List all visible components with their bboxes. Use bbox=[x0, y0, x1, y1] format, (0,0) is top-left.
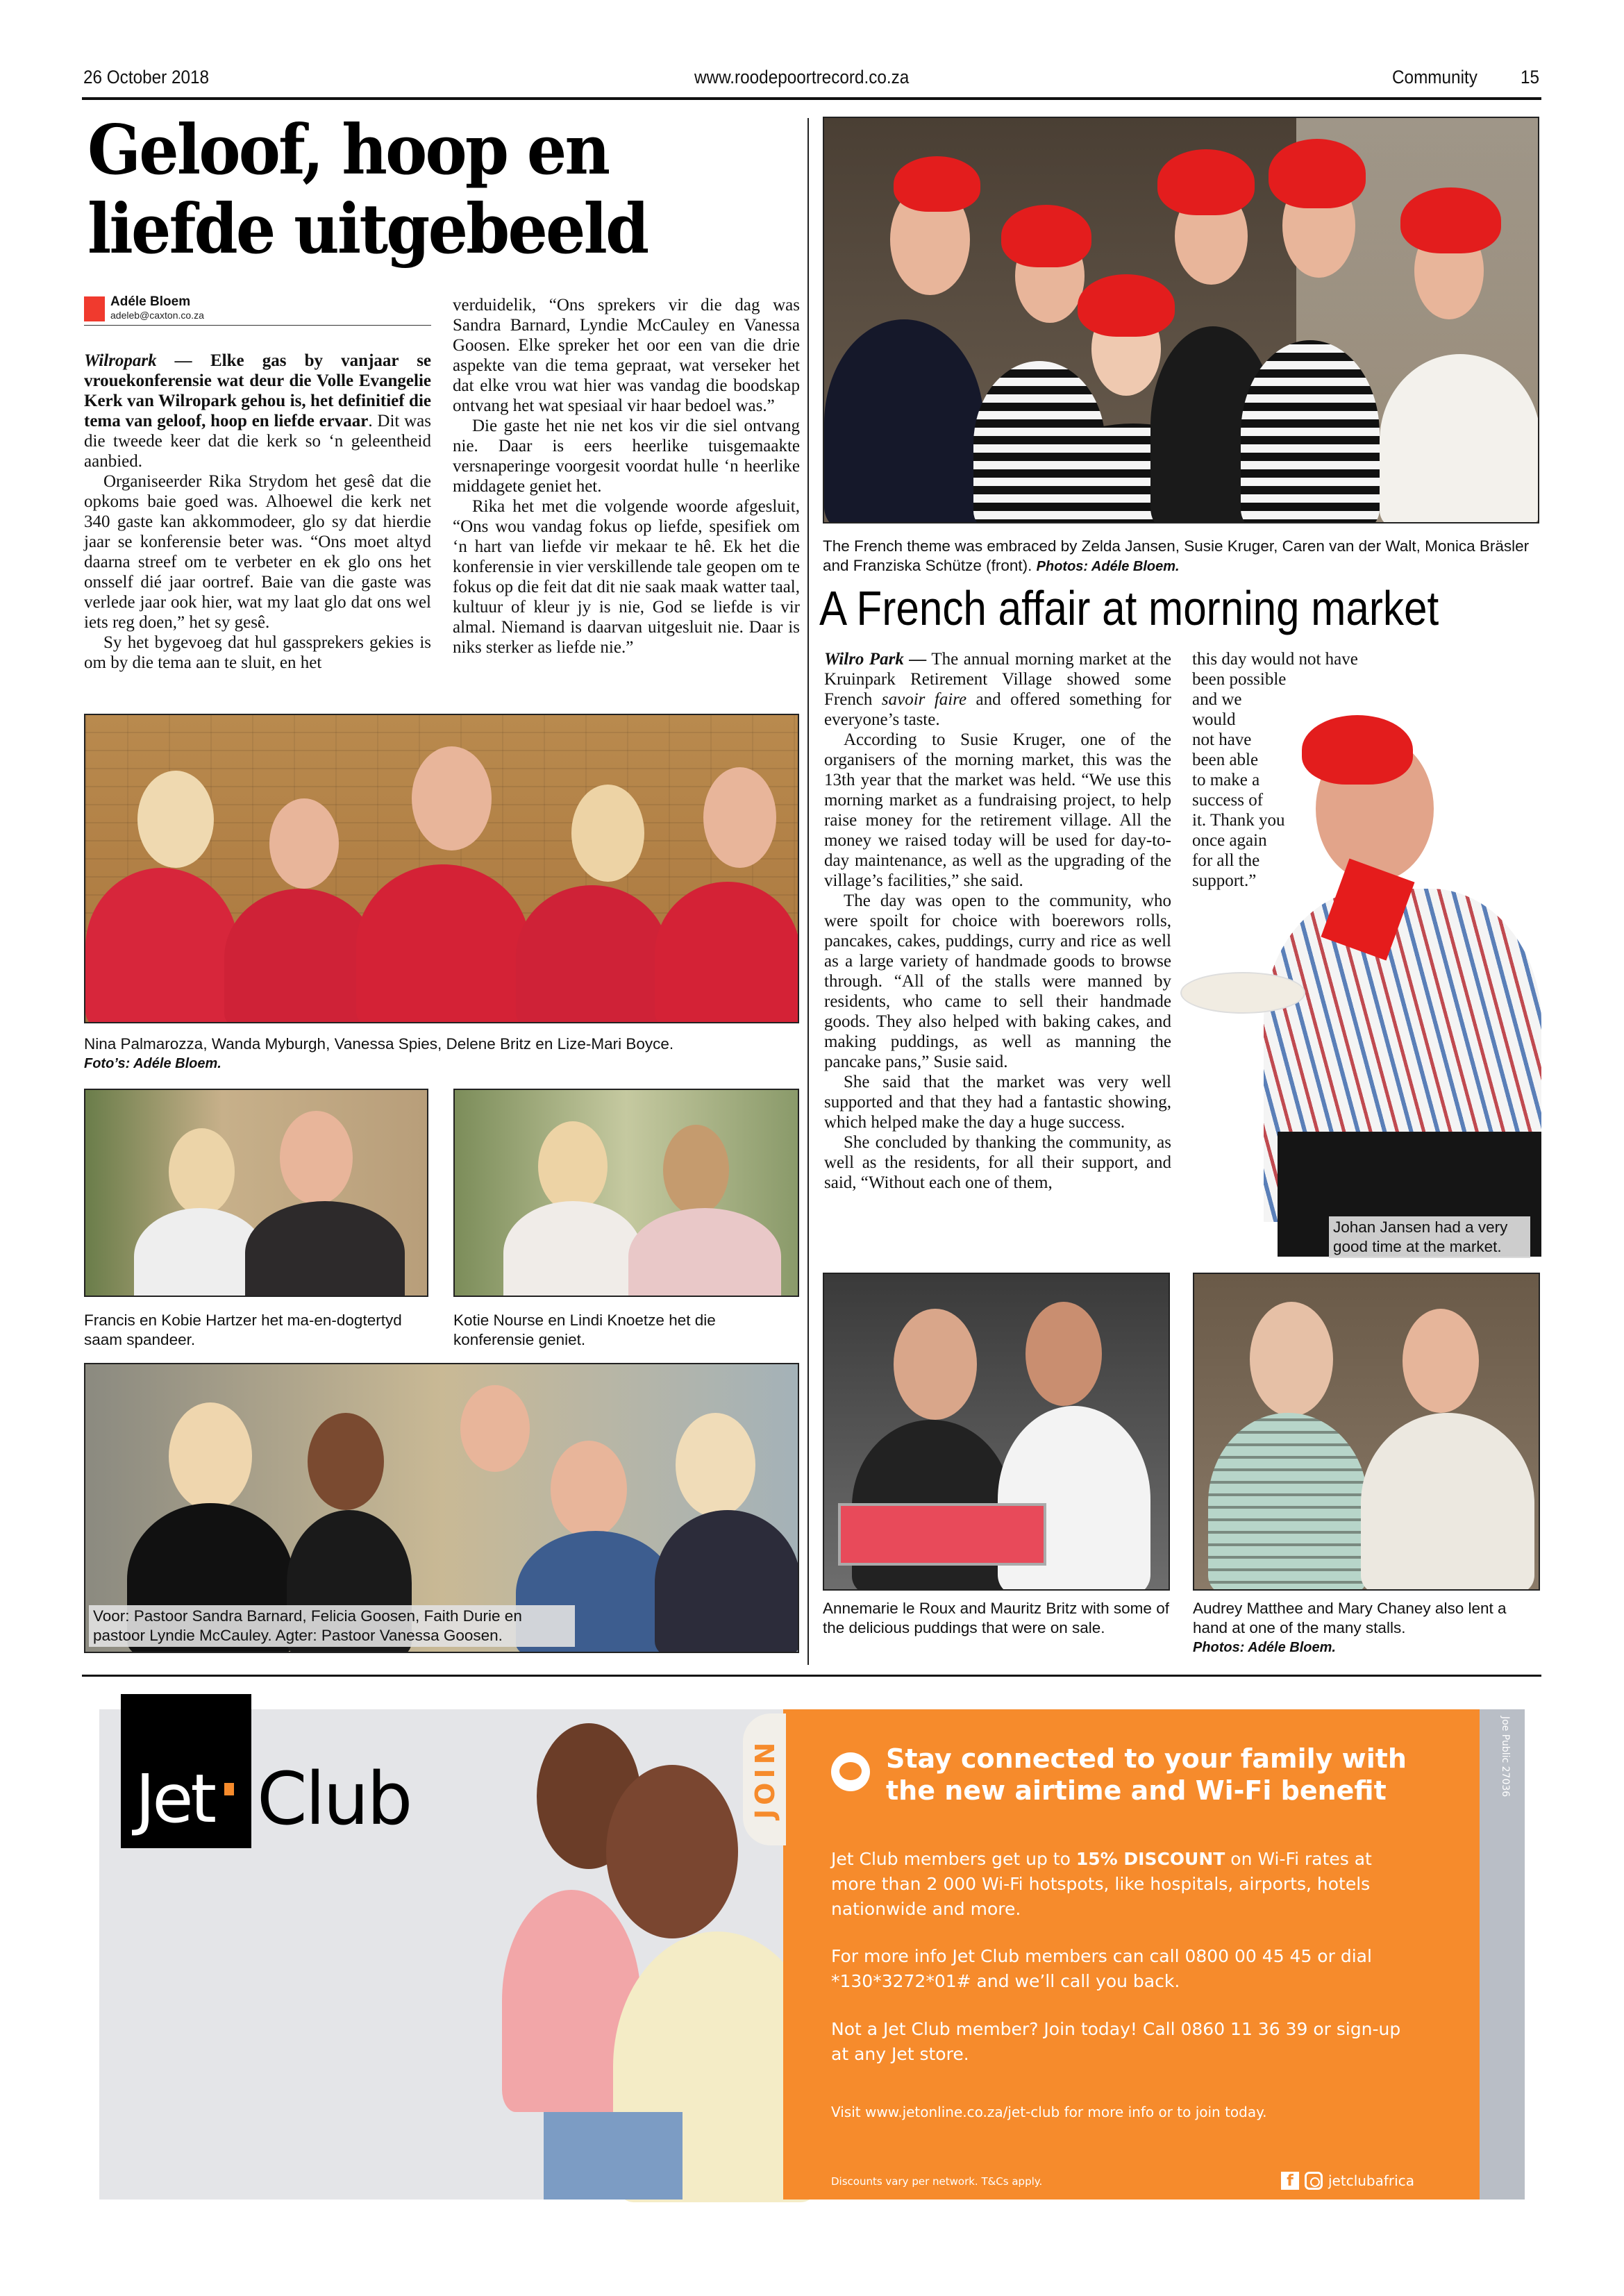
caption-text: Audrey Matthee and Mary Chaney also lent a hand at one of the many stalls. bbox=[1193, 1600, 1507, 1636]
instagram-icon[interactable] bbox=[1305, 2172, 1323, 2190]
author-name: Adéle Bloem bbox=[110, 294, 191, 309]
paragraph: According to Susie Kruger, one of the organisers of the morning market, this was the 13th year that the market was held. “We use this morning market as a fundraising project, to help raise money for the retirement village. All the money we raised today will be used for day-to-day maintenance, as well as the upgrading of the village’s facilities,” she said. bbox=[824, 730, 1171, 890]
column-divider bbox=[807, 118, 809, 1665]
text-line: been able bbox=[1192, 751, 1259, 769]
club-logo-text: Club bbox=[257, 1757, 411, 1841]
caption-text: Nina Palmarozza, Wanda Myburgh, Vanessa Spies, Delene Britz en Lize-Mari Boyce. bbox=[84, 1035, 674, 1053]
caption-text: The French theme was embraced by Zelda Jansen, Susie Kruger, Caren van der Walt, Monica Bräsler and Franziska Schütze (front). bbox=[823, 537, 1530, 574]
article-en-col1 bbox=[824, 649, 1171, 1193]
text-line: support.” bbox=[1192, 871, 1257, 890]
photo-group-red-shirts bbox=[84, 714, 799, 1023]
text-line: and we bbox=[1192, 690, 1242, 709]
photo-kotie-lindi bbox=[453, 1089, 799, 1297]
paragraph: Rika het met die volgende woorde afgesluit, “Ons wou vandag fokus op liefde, spesifiek om ‘n hart van liefde vir mekaar te hê. Ek het die konferensie in vier verskillende tale geopen om te fokus op die feit dat dit nie saak maak watter taal, kultuur of kleur jy is nie, God se liefde is vir almal. Niemand is daarvan uitgesluit nie. Daar is niks sterker as liefde nie.” bbox=[453, 497, 800, 657]
ad-visit-link[interactable]: Visit www.jetonline.co.za/jet-club for more info or to join today. bbox=[831, 2104, 1267, 2120]
paragraph: She concluded by thanking the community, as well as the residents, for all their support, and said, “Without each one of them, bbox=[824, 1133, 1171, 1192]
photo-audrey-mary bbox=[1193, 1273, 1540, 1591]
photo-caption: Francis en Kobie Hartzer het ma-en-dogtertyd saam spandeer. bbox=[84, 1312, 402, 1348]
photo-caption bbox=[1193, 1599, 1540, 1657]
paragraph: The day was open to the community, who were spoilt for choice with boerewors rolls, pancakes, cakes, puddings, curry and rice as well as a large variety of handmade goods to browse through. “All of the stalls were manned by residents, who came to sell their handmade goods. They also helped with baking cakes, and making puddings, as well as manning the pancake pans,” Susie said. bbox=[824, 891, 1171, 1071]
photo-scene bbox=[85, 715, 798, 1022]
page-number: 15 bbox=[1521, 67, 1540, 87]
lede-text: and offered something for everyone’s taste. bbox=[824, 690, 1171, 729]
photo-caption bbox=[823, 537, 1545, 576]
header-rule bbox=[82, 97, 1541, 100]
photo-overlay-caption: Voor: Pastoor Sandra Barnard, Felicia Goosen, Faith Durie en pastoor Lyndie McCauley. Agter: Pastoor Vanessa Goosen. bbox=[89, 1605, 575, 1647]
author-email[interactable]: adeleb@caxton.co.za bbox=[110, 310, 204, 321]
paragraph: Die gaste het nie net kos vir die siel ontvang nie. Daar is eers heerlike tuisgemaakte versnaperinge voorgesit voordat hulle ‘n heerlike middagete geniet het. bbox=[453, 417, 800, 496]
ad-paragraph-info: For more info Jet Club members can call 0800 00 45 45 or dial *130*3272*01# and we’ll call you back. bbox=[831, 1946, 1372, 1991]
jet-logo-text: Jet bbox=[135, 1760, 215, 1838]
byline-marker bbox=[84, 296, 105, 321]
ad-paragraph-discount bbox=[831, 1847, 1414, 1922]
social-links[interactable] bbox=[1281, 2172, 1414, 2190]
article-en-col2 bbox=[1192, 649, 1373, 891]
text-line: not have bbox=[1192, 730, 1252, 749]
text-line: for all the bbox=[1192, 851, 1260, 870]
article-afr-col2 bbox=[453, 295, 800, 657]
paragraph: Sy het bygevoeg dat hul gassprekers gekies is om by die tema aan te sluit, en het bbox=[84, 633, 431, 672]
ad-headline: Stay connected to your family with the new airtime and Wi-Fi benefit bbox=[886, 1743, 1407, 1806]
text-line: once again bbox=[1192, 831, 1267, 850]
website-url[interactable]: www.roodepoortrecord.co.za bbox=[694, 67, 910, 87]
text-line: success of bbox=[1192, 791, 1264, 810]
jet-logo-accent bbox=[224, 1783, 234, 1795]
photo-overlay-caption: Johan Jansen had a very good time at the market. bbox=[1329, 1216, 1530, 1258]
agency-tag: Joe Public 27036 bbox=[1500, 1716, 1511, 1798]
photo-credit: Photos: Adéle Bloem. bbox=[1193, 1640, 1336, 1655]
photo-caption: Kotie Nourse en Lindi Knoetze het die konferensie geniet. bbox=[453, 1312, 716, 1348]
photo-credit: Photos: Adéle Bloem. bbox=[1036, 559, 1180, 574]
lede-italic: savoir faire bbox=[881, 690, 967, 709]
article-headline-afr: Geloof, hoop en liefde uitgebeeld bbox=[87, 110, 648, 269]
lede-rest: . Dit was die tweede keer dat die kerk so ‘n geleentheid aanbied. bbox=[84, 412, 431, 471]
photo-francis-kobie bbox=[84, 1089, 428, 1297]
section-name: Community bbox=[1392, 67, 1477, 87]
photo-french-theme-ladies bbox=[823, 117, 1539, 523]
piggy-bank-icon bbox=[831, 1752, 870, 1791]
join-tab-label[interactable]: JOIN bbox=[750, 1738, 780, 1819]
paragraph: verduidelik, “Ons sprekers vir die dag was Sandra Barnard, Lyndie McCauley en Vanessa Goosen. Elke spreker het oor een van die drie aspekte van die tema gepraat, wat verseker het dat elke vrou wat hier was vandag die boodskap ontvang het wat spesiaal vir haar bedoel was.” bbox=[453, 296, 800, 415]
paragraph: Organiseerder Rika Strydom het gesê dat die opkoms baie goed was. Alhoewel die kerk net 340 gaste kan akkommodeer, glo sy dat hierdie jaar se konferensie beter was. “Ons moet altyd daarna streef om te verbeter en ek glo ons het onsself dié jaar oortref. Baie van die gaste was verlede jaar ook hier, wat my laat glo dat ons wel iets reg doen,” het sy gesê. bbox=[84, 472, 431, 632]
article-headline-en: A French affair at morning market bbox=[819, 581, 1439, 635]
text-line: would bbox=[1192, 710, 1236, 729]
ad-paragraph-join: Not a Jet Club member? Join today! Call 0860 11 36 39 or sign-up at any Jet store. bbox=[831, 2019, 1401, 2064]
photo-caption bbox=[84, 1034, 806, 1073]
ad-text: on Wi-Fi rates at more than 2 000 Wi-Fi hotspots, like hospitals, airports, hotels nationwide and more. bbox=[831, 1849, 1372, 1919]
ad-text: Jet Club members get up to bbox=[831, 1849, 1076, 1869]
lede-text: The annual morning market at the Kruinpark Retirement Village showed some French bbox=[824, 650, 1171, 709]
byline-rule bbox=[84, 325, 431, 326]
paragraph: She said that the market was very well supported and that they had a fantastic showing, which helped make the day a huge success. bbox=[824, 1073, 1171, 1132]
article-afr-col1 bbox=[84, 351, 431, 673]
ad-separator-rule bbox=[82, 1675, 1541, 1677]
issue-date: 26 October 2018 bbox=[83, 67, 210, 87]
dateline: Wilro Park — bbox=[824, 650, 927, 669]
dateline: Wilropark — bbox=[84, 351, 192, 370]
social-handle[interactable]: jetclubafrica bbox=[1328, 2172, 1414, 2189]
text-line: to make a bbox=[1192, 771, 1260, 789]
ad-disclaimer: Discounts vary per network. T&Cs apply. bbox=[831, 2175, 1043, 2188]
text-line: it. Thank you bbox=[1192, 811, 1285, 830]
facebook-icon[interactable]: f bbox=[1281, 2172, 1299, 2190]
photo-annemarie-mauritz bbox=[823, 1273, 1170, 1591]
text-line: been possible bbox=[1192, 670, 1287, 689]
discount-highlight: 15% DISCOUNT bbox=[1075, 1849, 1225, 1869]
lede-bold: Elke gas by vanjaar se vrouekonferensie wat deur die Volle Evangelie Kerk van Wilropark gehou is, het definitief die tema van geloof, hoop en liefde ervaar bbox=[84, 351, 432, 430]
photo-caption: Annemarie le Roux and Mauritz Britz with some of the delicious puddings that were on sale. bbox=[823, 1600, 1169, 1636]
photo-credit: Foto’s: Adéle Bloem. bbox=[84, 1056, 221, 1071]
text-line: this day would not have bbox=[1192, 650, 1358, 669]
